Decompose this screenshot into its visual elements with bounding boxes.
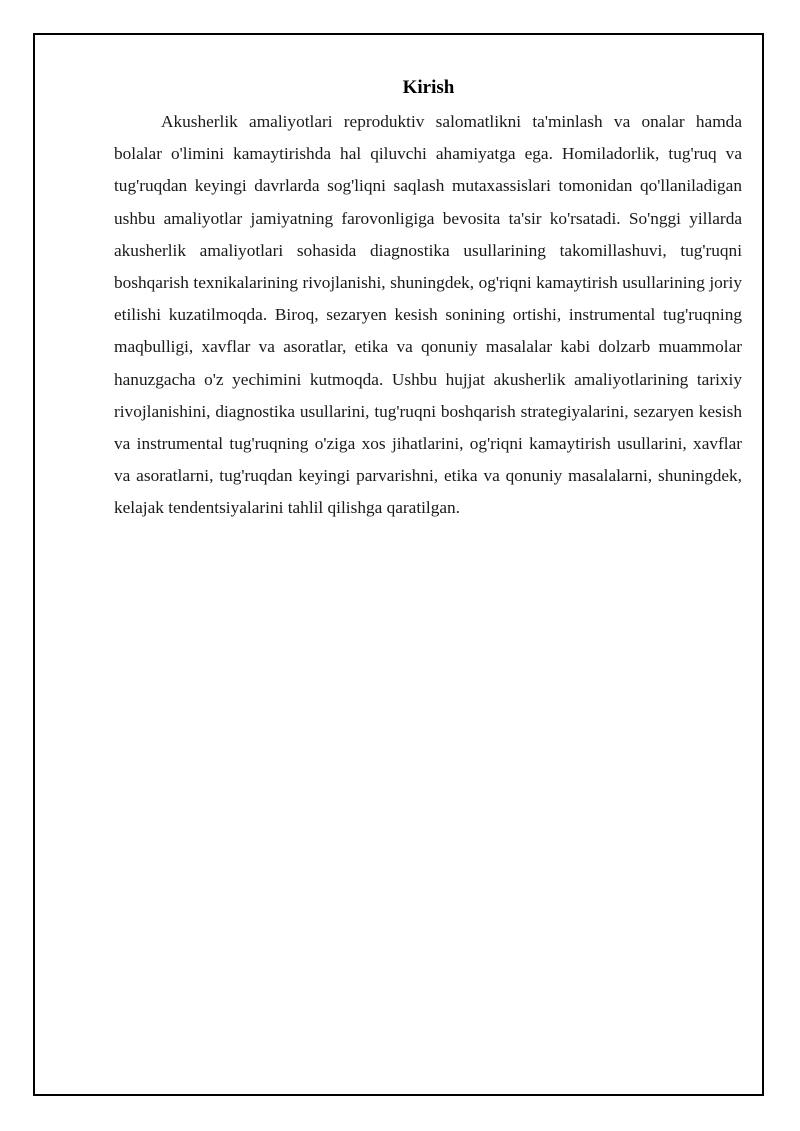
section-heading: Kirish (402, 77, 455, 98)
body-paragraph: Akusherlik amaliyotlari reproduktiv salomatlikni ta'minlash va onalar hamda bolalar o'limini kamaytirishda hal qiluvchi ahamiyatga ega. Homiladorlik, tug'ruq va tug'ruqdan keyingi davrlarda sog'liqni saqlash mutaxassislari tomonidan qo'llaniladigan ushbu amaliyotlar jamiyatning farovonligiga bevosita ta'sir ko'rsatadi. So'nggi yillarda akusherlik amaliyotlari sohasida diagnostika usullarining takomillashuvi, tug'ruqni boshqarish texnikalarining rivojlanishi, shuningdek, og'riqni kamaytirish usullarining joriy etilishi kuzatilmoqda. Biroq, sezaryen kesish sonining ortishi, instrumental tug'ruqning maqbulligi, xavflar va asoratlar, etika va qonuniy masalalar kabi dolzarb muammolar hanuzgacha o'z yechimini kutmoqda. Ushbu hujjat akusherlik amaliyotlarining tarixiy rivojlanishini, diagnostika usullarini, tug'ruqni boshqarish strategiyalarini, sezaryen kesish va instrumental tug'ruqning o'ziga xos jihatlarini, og'riqni kamaytirish usullarini, xavflar va asoratlarni, tug'ruqdan keyingi parvarishni, etika va qonuniy masalalarni, shuningdek, kelajak tendentsiyalarini tahlil qilishga qaratilgan. (114, 112, 742, 518)
